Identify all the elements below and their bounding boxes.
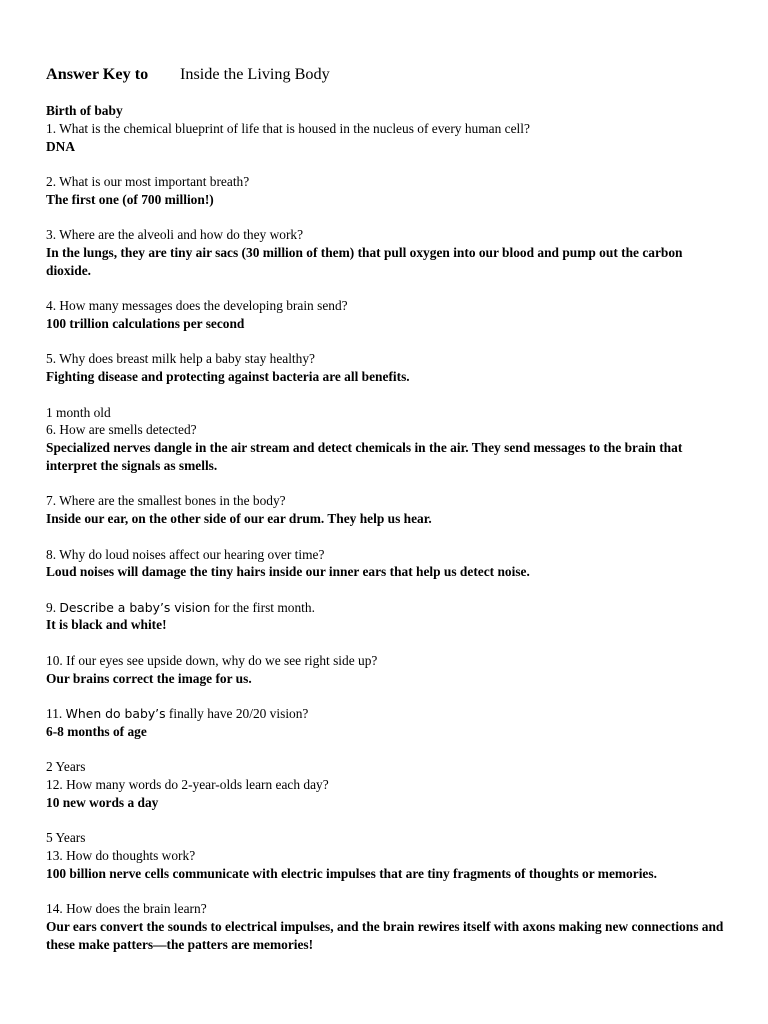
qa-item-12: [46, 758, 726, 811]
header-prefix: Answer Key to: [46, 65, 149, 83]
answer-14: Our ears convert the sounds to electrical impulses, and the brain rewires itself with axons making new connections and these make patters—the patters are memories!: [46, 919, 724, 952]
answer-2: The first one (of 700 million!): [46, 191, 214, 207]
qa-item-13: [46, 829, 726, 882]
question-4: 4. How many messages does the developing brain send?: [46, 298, 348, 314]
qa-item-7: [46, 492, 726, 528]
section-heading-five-years: 5 Years: [46, 830, 86, 846]
answer-7: Inside our ear, on the other side of our ear drum. They help us hear.: [46, 511, 432, 527]
answer-4: 100 trillion calculations per second: [46, 315, 245, 331]
answer-5: Fighting disease and protecting against bacteria are all benefits.: [46, 369, 410, 385]
question-12: 12. How many words do 2-year-olds learn each day?: [46, 777, 329, 793]
question-13: 13. How do thoughts work?: [46, 848, 196, 864]
qa-item-10: [46, 652, 726, 688]
question-7: 7. Where are the smallest bones in the body?: [46, 493, 286, 509]
qa-item-4: [46, 297, 726, 333]
answer-key-document: [46, 63, 726, 971]
section-heading-birth: Birth of baby: [46, 103, 123, 118]
answer-11: 6-8 months of age: [46, 723, 147, 739]
question-11-lead: When do baby’s: [65, 706, 166, 722]
question-1: 1. What is the chemical blueprint of life that is housed in the nucleus of every human cell?: [46, 120, 530, 136]
qa-item-1: [46, 102, 726, 155]
question-9: [46, 599, 726, 617]
answer-9: It is black and white!: [46, 617, 167, 633]
question-11-rest: finally have 20/20 vision?: [165, 706, 309, 722]
answer-10: Our brains correct the image for us.: [46, 670, 252, 686]
question-10: 10. If our eyes see upside down, why do we see right side up?: [46, 652, 378, 668]
question-9-rest: for the first month.: [210, 599, 315, 615]
qa-item-9: [46, 599, 726, 635]
question-11: [46, 705, 726, 723]
section-heading-one-month: 1 month old: [46, 404, 111, 420]
answer-3: In the lungs, they are tiny air sacs (30 million of them) that pull oxygen into our blood and pump out the carbon dioxide.: [46, 244, 683, 278]
qa-item-3: [46, 226, 726, 279]
question-2: 2. What is our most important breath?: [46, 173, 250, 189]
document-title: Inside the Living Body: [180, 65, 330, 83]
qa-item-11: [46, 705, 726, 741]
question-5: 5. Why does breast milk help a baby stay healthy?: [46, 351, 315, 367]
question-9-number: 9.: [46, 599, 60, 615]
question-8: 8. Why do loud noises affect our hearing over time?: [46, 546, 325, 562]
answer-13: 100 billion nerve cells communicate with electric impulses that are tiny fragments of thoughts or memories.: [46, 865, 657, 881]
qa-item-5: [46, 350, 726, 386]
answer-1: DNA: [46, 138, 76, 154]
question-6: 6. How are smells detected?: [46, 422, 197, 438]
qa-item-2: [46, 173, 726, 209]
section-heading-two-years: 2 Years: [46, 759, 86, 775]
qa-item-8: [46, 546, 726, 582]
question-14: 14. How does the brain learn?: [46, 901, 207, 917]
question-11-number: 11.: [46, 706, 66, 722]
answer-6: Specialized nerves dangle in the air stream and detect chemicals in the air. They send messages to the brain that interpret the signals as smells.: [46, 440, 683, 473]
document-header: [46, 63, 726, 85]
answer-12: 10 new words a day: [46, 794, 159, 810]
answer-8: Loud noises will damage the tiny hairs inside our inner ears that help us detect noise.: [46, 564, 530, 580]
qa-item-6: [46, 404, 726, 475]
qa-item-14: [46, 900, 726, 953]
question-3: 3. Where are the alveoli and how do they work?: [46, 227, 304, 243]
question-9-lead: Describe a baby’s vision: [59, 599, 211, 615]
